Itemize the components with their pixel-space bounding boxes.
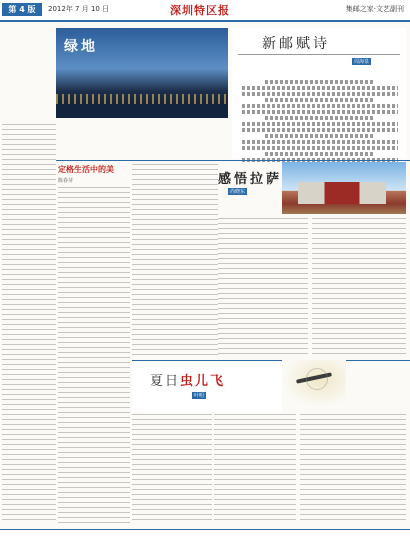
- tibet-body-col2: [312, 218, 406, 358]
- page-header: [0, 0, 410, 22]
- page-footer: [0, 529, 410, 540]
- potala-photo: [282, 162, 406, 214]
- summer-body-col1: [132, 414, 212, 524]
- summer-article-author: 叶明: [194, 393, 205, 399]
- summer-title-red: 虫儿飞: [180, 374, 226, 389]
- page-number-badge: 第 4 版: [2, 3, 42, 16]
- tibet-article-author: 尚晓东: [230, 189, 246, 195]
- section-rule: [132, 360, 410, 361]
- article-body: [2, 124, 56, 522]
- dragonfly-illustration: [282, 360, 346, 408]
- poem-section: [232, 28, 406, 158]
- palace-shape: [298, 182, 386, 204]
- summer-title-prefix: 夏日: [150, 374, 181, 389]
- summer-article-header: [132, 362, 282, 412]
- poem-title: 新邮赋诗: [262, 36, 330, 52]
- poem-author: 周海泉: [354, 59, 370, 65]
- section-rule: [56, 160, 410, 161]
- night-city-photo: [56, 28, 228, 118]
- title-rule: [238, 54, 400, 55]
- poem-text: [242, 78, 398, 164]
- middle-column-text: [132, 164, 218, 358]
- tibet-body-col1: [218, 218, 308, 358]
- article-body: [58, 187, 130, 523]
- left-column-article: [2, 120, 56, 530]
- summer-body-col2: [214, 414, 296, 524]
- article-dingge: [58, 164, 130, 524]
- column-name: 集邮之家·文艺副刊: [345, 5, 404, 13]
- article-author: 陈春芽: [58, 178, 74, 184]
- banner-title: 绿地: [64, 39, 98, 55]
- article-title: 定格生活中的美: [58, 164, 114, 174]
- water-reflection: [56, 104, 228, 118]
- issue-date: 2012年 7 月 10 日: [48, 5, 110, 13]
- tibet-article-title: 感悟拉萨: [218, 172, 283, 187]
- summer-body-col3: [300, 414, 406, 524]
- masthead: 深圳特区报: [170, 4, 230, 17]
- summer-article-title: [150, 370, 225, 389]
